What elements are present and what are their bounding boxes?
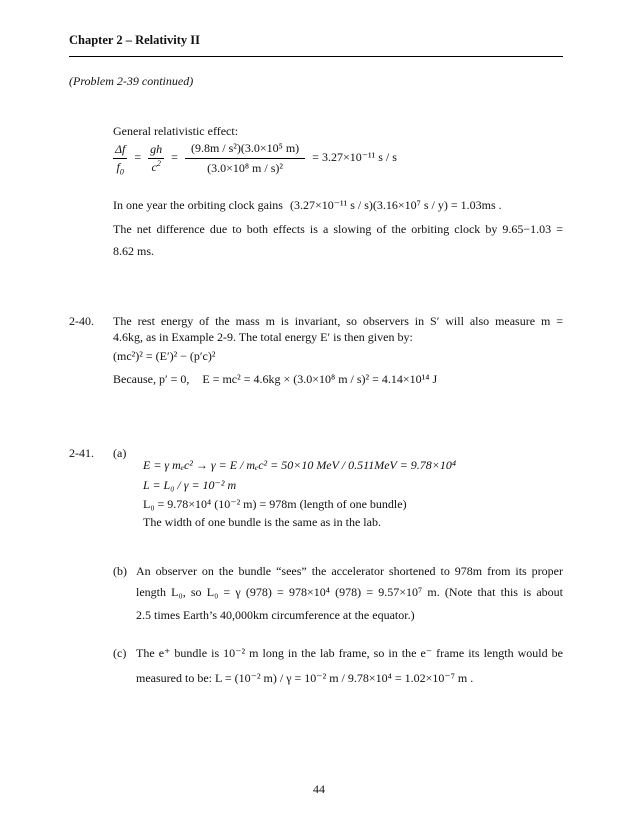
p240-rest-energy-line: Because, p′ = 0, E = mc² = 4.6kg × (3.0×10⁸ m / s)² = 4.14×10¹⁴ J [113, 372, 438, 386]
proper-length-equation: L₀ = 9.78×10⁴ (10⁻² m) = 978m (length of one bundle) [143, 497, 407, 511]
part-a-label: (a) [113, 446, 127, 460]
continued-note: (Problem 2-39 continued) [69, 74, 194, 88]
delta-f-over-f0: $\frac{\Delta f}{f_0}$ [115, 142, 126, 177]
chapter-header: Chapter 2 – Relativity II [69, 33, 201, 47]
net-difference-line2: 8.62 ms. [113, 244, 155, 258]
gh-over-c2: $\frac{gh}{c^2}$ [150, 142, 163, 174]
contracted-length-equation: L = L₀ / γ = 10⁻² m [143, 478, 237, 492]
part-c-label: (c) [113, 646, 127, 660]
part-c-line1: The e⁺ bundle is 10⁻² m long in the lab frame, so in the e⁻ frame its length would be [136, 646, 563, 660]
part-b-label: (b) [113, 564, 127, 578]
net-difference-line1: The net difference due to both effects is a slowing of the orbiting clock by 9.65−1.03 = [113, 222, 563, 236]
problem-number-2-41: 2-41. [69, 446, 94, 460]
orbit-gain-line: In one year the orbiting clock gains (3.27×10⁻¹¹ s / s)(3.16×10⁷ s / y) = 1.03ms . [113, 198, 502, 212]
p240-line1: The rest energy of the mass m is invariant, so observers in S′ will also measure m = [113, 314, 563, 328]
numeric-fraction: $\frac{\text{(9.8m / s²)(3.0×10⁵ m)}}{\text{(3.0×10⁸ m / s)²}}$ [185, 141, 305, 176]
page-number: 44 [313, 782, 325, 796]
part-c-line2: measured to be: L = (10⁻² m) / γ = 10⁻² m / 9.78×10⁴ = 1.02×10⁻⁷ m . [136, 671, 474, 685]
part-b-line3: 2.5 times Earth’s 40,000km circumference at the equator.) [136, 608, 415, 622]
general-effect-equation: $\frac{\Delta f}{f_0}$ = $\frac{gh}{c^2}$ = $\frac{\text{(9.8m / s²)(3.0×10⁵ m)}}{\text{(3.0×10⁸ m / s)²}}$ = 3.27×10⁻¹¹ s / s [115, 141, 397, 177]
part-b-line2: length L₀, so L₀ = γ (978) = 978×10⁴ (978) = 9.57×10⁷ m. (Note that this is about [136, 585, 563, 599]
problem-number-2-40: 2-40. [69, 314, 94, 328]
general-effect-label: General relativistic effect: [113, 124, 239, 138]
p240-line2: 4.6kg, as in Example 2-9. The total energy E′ is then given by: [113, 330, 413, 344]
part-b-line1: An observer on the bundle “sees” the accelerator shortened to 978m from its proper [136, 564, 563, 578]
p240-energy-equation: (mc²)² = (E′)² − (p′c)² [113, 349, 216, 363]
bundle-width-note: The width of one bundle is the same as in the lab. [143, 515, 381, 529]
gamma-equation: E = γ mₑc² → γ = E / mₑc² = 50×10 MeV / 0.511MeV = 9.78×10⁴ [143, 458, 456, 472]
header-rule [69, 56, 563, 57]
